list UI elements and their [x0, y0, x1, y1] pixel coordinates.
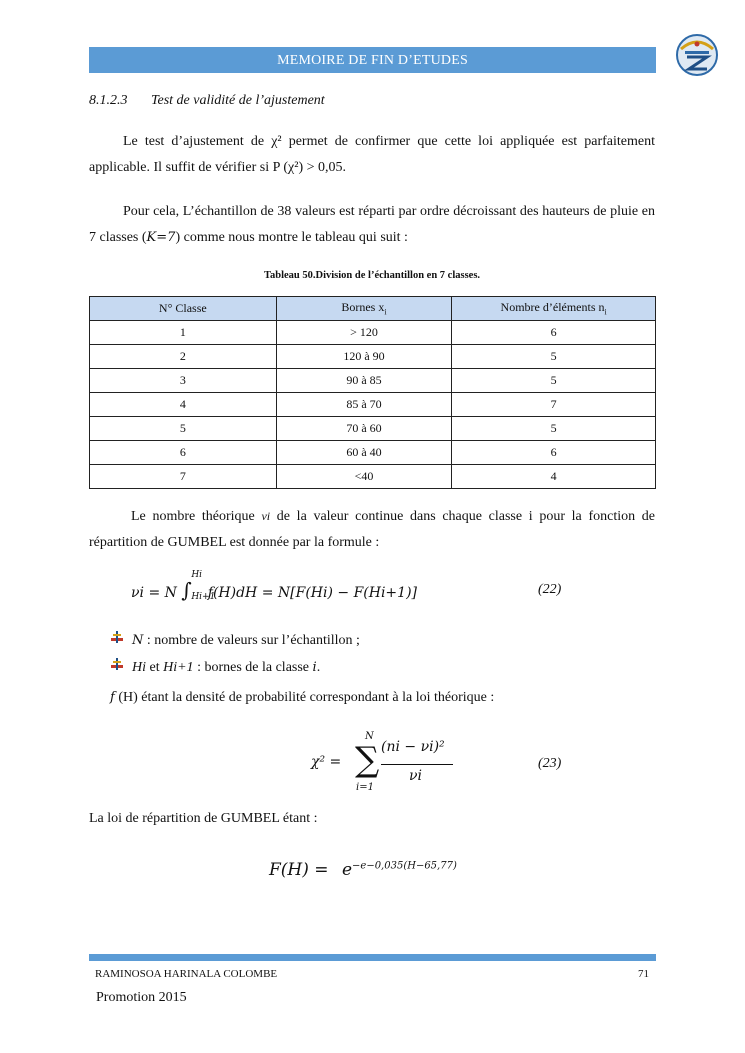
- cell-class-number: 5: [90, 417, 277, 441]
- header-count: [452, 297, 656, 321]
- eq22-lhs: νi = N: [131, 585, 177, 601]
- equation-23-number: (23): [538, 756, 562, 771]
- chi-square-symbol: χ²: [271, 134, 282, 149]
- footer-bar: [89, 954, 656, 961]
- bullet-h-mid: et: [146, 660, 164, 675]
- header-bounds-sub: i: [384, 307, 387, 317]
- cell-count: 6: [452, 441, 656, 465]
- table-row: [90, 417, 656, 441]
- p2-text-b: ) comme nous montre le tableau qui suit :: [175, 230, 408, 245]
- cell-bounds: > 120: [276, 321, 452, 345]
- p1-text-a: Le test d’ajustement de: [123, 134, 272, 149]
- cell-count: 5: [452, 369, 656, 393]
- bullet-h-end: .: [316, 660, 321, 675]
- table-row: [90, 345, 656, 369]
- equation-22: [131, 570, 417, 602]
- cell-count: 7: [452, 393, 656, 417]
- p4-text: (H) étant la densité de probabilité correspondant à la loi théorique :: [114, 690, 495, 705]
- eq23-sum-upper: N: [365, 731, 374, 742]
- bullet-n-text: : nombre de valeurs sur l’échantillon ;: [143, 633, 360, 648]
- table-row: [90, 441, 656, 465]
- cell-class-number: 2: [90, 345, 277, 369]
- gumbel-equation: [269, 860, 457, 880]
- section-title: Test de validité de l’ajustement: [151, 93, 325, 108]
- header-class-number: N° Classe: [90, 297, 277, 321]
- equation-22-number: (22): [538, 582, 562, 597]
- p3-text-b: de la valeur continue dans chaque classe i pour la fonction de répartition de GUMBEL est donnée par la formule :: [89, 509, 655, 550]
- summation-icon: ∑: [355, 740, 380, 780]
- equation-23: [311, 730, 471, 800]
- cell-class-number: 3: [90, 369, 277, 393]
- p1-text-b: permet de confirmer que cette loi appliquée est parfaitement applicable. Il suffit de vérifier si P (χ²) > 0,05.: [89, 134, 656, 175]
- eq22-integral: ∫ Hi Hi+1: [181, 570, 216, 602]
- p2-text-a: Pour cela, L’échantillon de 38 valeurs est réparti par ordre décroissant des hauteurs de pluie en 7 classes (: [89, 204, 655, 245]
- eq23-numerator: (ni − νi)²: [381, 739, 445, 755]
- cell-count: 6: [452, 321, 656, 345]
- paragraph-gumbel-law: La loi de répartition de GUMBEL étant :: [89, 811, 318, 826]
- cell-class-number: 6: [90, 441, 277, 465]
- cell-class-number: 7: [90, 465, 277, 489]
- cell-bounds: 90 à 85: [276, 369, 452, 393]
- bullet-h-i: i: [312, 660, 317, 675]
- cell-bounds: 120 à 90: [276, 345, 452, 369]
- classes-table: [89, 296, 656, 489]
- bullet-hi-symbol: Hi: [132, 660, 146, 675]
- bullet-item-h: [110, 657, 320, 676]
- fraction-bar: [381, 764, 453, 765]
- pushpin-bullet-icon: [110, 630, 132, 649]
- cell-count: 5: [452, 417, 656, 441]
- eq22-integral-lower: Hi+1: [191, 592, 216, 602]
- table-row: [90, 369, 656, 393]
- eq23-lhs: χ² =: [311, 754, 342, 770]
- bullet-n-symbol: N: [132, 633, 144, 648]
- header-bounds-label: Bornes x: [341, 300, 385, 315]
- cell-class-number: 1: [90, 321, 277, 345]
- cell-count: 5: [452, 345, 656, 369]
- cell-bounds: <40: [276, 465, 452, 489]
- bullet-hi1-symbol: Hi+1: [163, 660, 194, 675]
- header-count-label: Nombre d’éléments n: [500, 300, 605, 315]
- nu-symbol: νi: [261, 509, 271, 523]
- section-number: 8.1.2.3: [89, 93, 128, 108]
- table-row: [90, 465, 656, 489]
- table-header-row: [90, 297, 656, 321]
- bullet-h-text: : bornes de la classe: [193, 660, 313, 675]
- p3-text-a: Le nombre théorique: [131, 509, 262, 524]
- cell-count: 4: [452, 465, 656, 489]
- eq22-integral-upper: Hi: [191, 570, 203, 580]
- table-caption: Tableau 50.Division de l’échantillon en 7 classes.: [263, 270, 481, 281]
- paragraph-chi-test: [89, 129, 655, 181]
- header-title: MEMOIRE DE FIN D’ETUDES: [277, 53, 468, 68]
- header-bounds: [276, 297, 452, 321]
- table-row: [90, 393, 656, 417]
- f-symbol: f: [110, 690, 115, 705]
- paragraph-sample: [89, 199, 655, 251]
- page-header-bar: [89, 47, 656, 73]
- eq22-rhs: f(H)dH = N[F(Hi) − F(Hi+1)]: [207, 585, 417, 601]
- bullet-item-n: [110, 630, 360, 649]
- footer-promotion: Promotion 2015: [96, 990, 187, 1005]
- paragraph-density: [110, 690, 494, 706]
- header-count-sub: i: [604, 307, 607, 317]
- page-number: 71: [638, 968, 649, 980]
- cell-bounds: 70 à 60: [276, 417, 452, 441]
- eq23-denominator: νi: [409, 768, 422, 784]
- gumbel-base: e: [341, 860, 353, 880]
- section-heading: [89, 93, 325, 109]
- footer-author: RAMINOSOA HARINALA COLOMBE: [95, 968, 278, 980]
- university-crest-icon: [675, 33, 719, 77]
- cell-bounds: 85 à 70: [276, 393, 452, 417]
- k-value: K=7: [146, 230, 176, 245]
- eq23-sum-lower: i=1: [356, 782, 374, 793]
- paragraph-theoretical-number: [89, 503, 655, 556]
- gumbel-exponent: −e−0,035(H−65,77): [352, 860, 457, 872]
- gumbel-lhs: F(H) =: [269, 860, 329, 880]
- cell-bounds: 60 à 40: [276, 441, 452, 465]
- table-row: [90, 321, 656, 345]
- cell-class-number: 4: [90, 393, 277, 417]
- pushpin-bullet-icon: [110, 657, 132, 676]
